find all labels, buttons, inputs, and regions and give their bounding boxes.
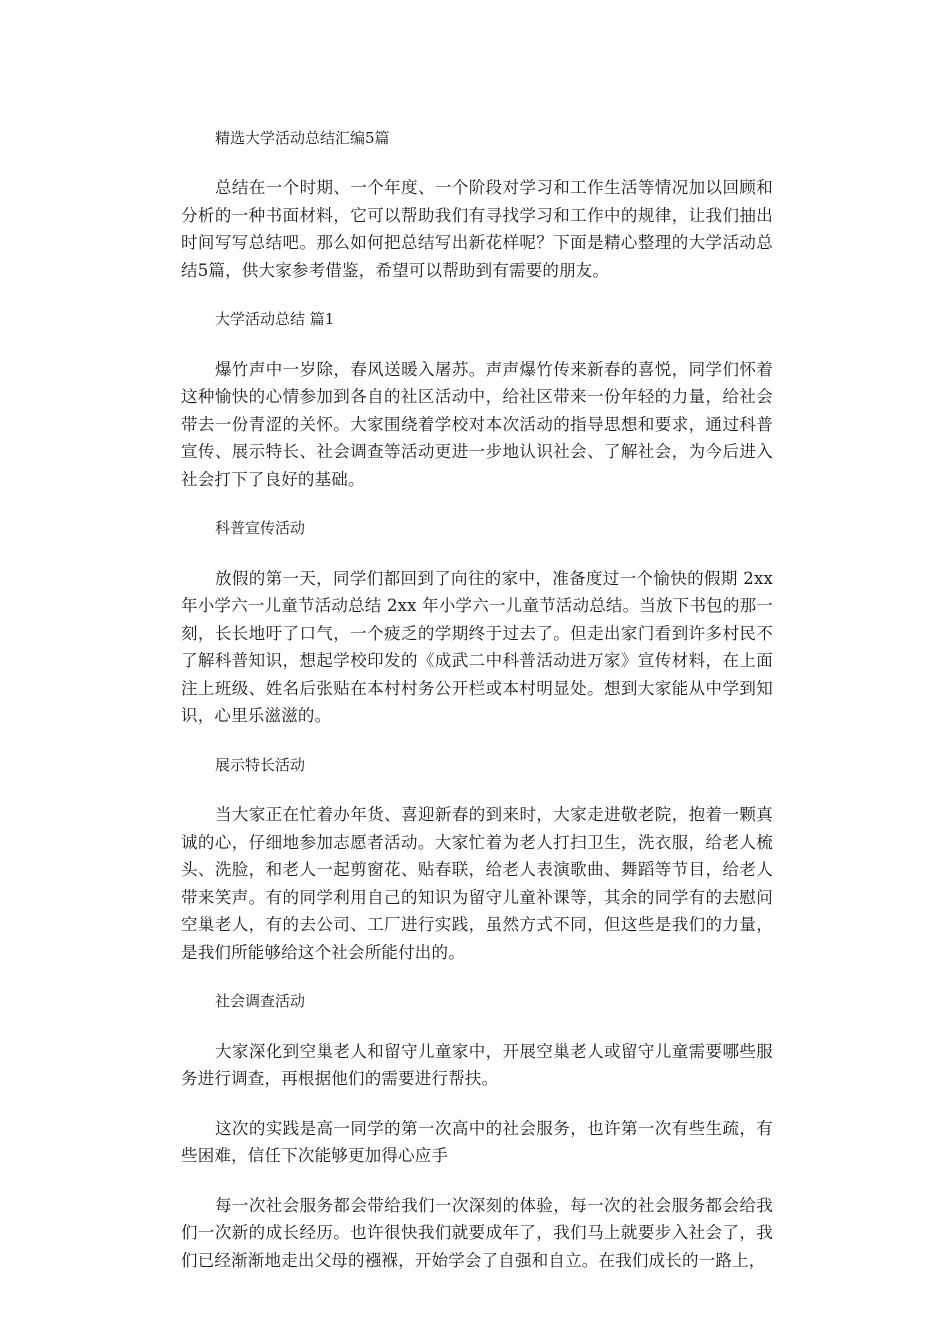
- section-title: 大学活动总结 篇1: [215, 310, 335, 328]
- survey-paragraph: 大家深化到空巢老人和留守儿童家中，开展空巢老人或留守儿童需要哪些服务进行调查，再根据他们的需要进行帮扶。: [181, 1041, 773, 1088]
- document-page: [181, 124, 773, 1296]
- document-title: 精选大学活动总结汇编5篇: [215, 129, 390, 147]
- practice-paragraph: 这次的实践是高一同学的第一次高中的社会服务，也许第一次有些生疏，有些困难，信任下次能够更加得心应手: [181, 1118, 773, 1165]
- subheading-talent: 展示特长活动: [215, 755, 306, 774]
- subheading-survey: 社会调查活动: [215, 992, 306, 1010]
- science-paragraph: 放假的第一天，同学们都回到了向往的家中，准备度过一个愉快的假期 2xx年小学六一儿童节活动总结 2xx 年小学六一儿童节活动总结。当放下书包的那一刻，长长地吁了口气，一个疲乏的学期终于过去了。但走出家门看到许多村民不了解科普知识，想起学校印发的《成武二中科普活动进万家》宣传材料，在上面注上班级、姓名后张贴在本村村务公开栏或本村明显处。想到大家能从中学到知识，心里乐滋滋的。: [181, 568, 773, 725]
- intro-paragraph: 总结在一个时期、一个年度、一个阶段对学习和工作生活等情况加以回顾和分析的一种书面材料，它可以帮助我们有寻找学习和工作中的规律，让我们抽出时间写写总结吧。那么如何把总结写出新花样呢？下面是精心整理的大学活动总结5篇，供大家参考借鉴，希望可以帮助到有需要的朋友。: [181, 178, 773, 280]
- subheading-science: 科普宣传活动: [215, 519, 306, 537]
- talent-paragraph: 当大家正在忙着办年货、喜迎新春的到来时，大家走进敬老院，抱着一颗真诚的心，仔细地参加志愿者活动。大家忙着为老人打扫卫生，洗衣服，给老人梳头、洗脸，和老人一起剪窗花、贴春联，给老人表演歌曲、舞蹈等节目，给老人带来笑声。有的同学利用自己的知识为留守儿童补课等，其余的同学有的去慰问空巢老人，有的去公司、工厂进行实践，虽然方式不同，但这些是我们的力量，是我们所能够给这个社会所能付出的。: [181, 805, 773, 962]
- section-paragraph: 爆竹声中一岁除，春风送暖入屠苏。声声爆竹传来新春的喜悦，同学们怀着这种愉快的心情参加到各自的社区活动中，给社区带来一份年轻的力量，给社会带去一份青涩的关怀。大家围绕着学校对本次活动的指导思想和要求，通过科普宣传、展示特长、社会调查等活动更进一步地认识社会、了解社会，为今后进入社会打下了良好的基础。: [181, 359, 773, 489]
- closing-paragraph: 每一次社会服务都会带给我们一次深刻的体验，每一次的社会服务都会给我们一次新的成长经历。也许很快我们就要成年了，我们马上就要步入社会了，我们已经渐渐地走出父母的襁褓，开始学会了自强和自立。在我们成长的一路上，: [181, 1195, 773, 1270]
